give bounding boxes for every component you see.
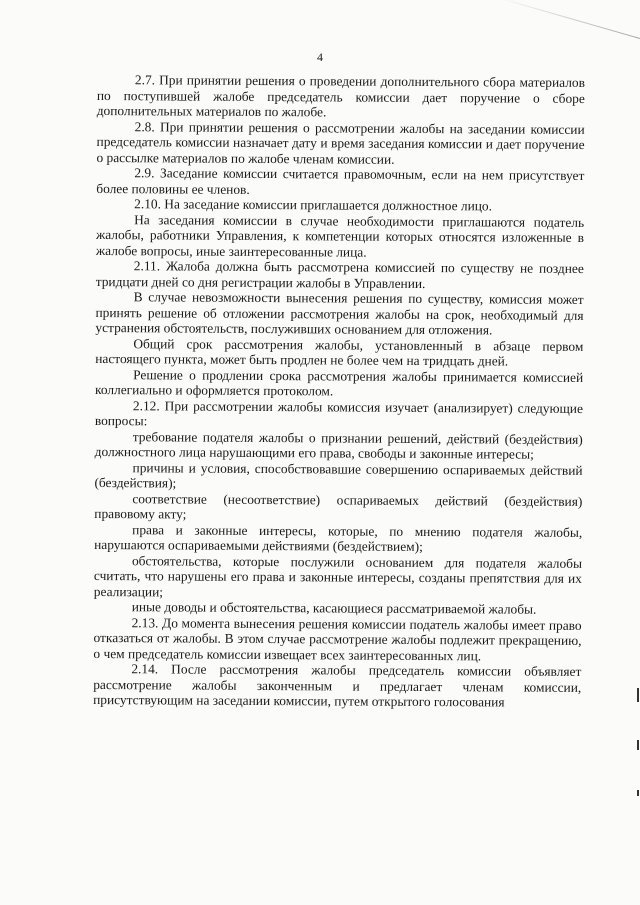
paragraph-2-7: 2.7. При принятии решения о проведении дополнительного сбора материалов по поступившей жалобе председатель комиссии дает поручение о сборе дополнительных материалов по жалобе.: [96, 72, 585, 120]
paragraph-2-12: 2.12. При рассмотрении жалобы комиссия изучает (анализирует) следующие вопросы:: [94, 397, 584, 429]
paragraph-2-10-invitees: На заседания комиссии в случае необходимости приглашаются податель жалобы, работники Управления, к компетенции которых относятся изложенные в жалобе вопросы, иные заинтересованные лица.: [95, 211, 585, 260]
list-item-causes: причины и условия, способствовавшие совершению оспариваемых действий (бездействия);: [94, 459, 583, 491]
page-number: 4: [317, 50, 323, 64]
paragraph-2-11: 2.11. Жалоба должна быть рассмотрена комиссией по существу не позднее тридцати дней со дня регистрации жалобы в Управлении.: [95, 258, 584, 291]
list-item-other: иные доводы и обстоятельства, касающиеся рассматриваемой жалобы.: [131, 599, 537, 617]
paragraph-2-9: 2.9. Заседание комиссии считается правомочным, если на нем присутствует более половины ее членов.: [96, 165, 585, 197]
document-body: [93, 72, 585, 710]
scan-edge-mark: [637, 740, 639, 750]
paragraph-2-10: 2.10. На заседание комиссии приглашается должностное лицо.: [134, 196, 493, 214]
paragraph-2-11-postponement: В случае невозможности вынесения решения по существу, комиссия может принять решение об отложении рассмотрения жалобы на срок, необходимый для устранения обстоятельств, послуживших основанием для отложения.: [95, 289, 584, 338]
scan-artifact-line: [496, 0, 640, 39]
paragraph-2-11-extension: Общий срок рассмотрения жалобы, установленный в абзаце первом настоящего пункта, может быть продлен не более чем на тридцать дней.: [95, 335, 584, 369]
list-item-compliance: соответствие (несоответствие) оспариваемых действий (бездействия) правовому акту;: [94, 490, 583, 522]
list-item-circumstances: обстоятельства, которые послужили основанием для подателя жалобы считать, что нарушены его права и законные интересы, созданы препятствия для их реализации;: [93, 552, 583, 599]
paragraph-2-8: 2.8. При принятии решения о рассмотрении жалобы на заседании комиссии председатель комиссии назначает дату и время заседания комиссии и дает поручение о рассылке материалов по жалобе членам комиссии.: [96, 118, 585, 167]
paragraph-2-14: 2.14. После рассмотрения жалобы председатель комиссии объявляет рассмотрение жалобы законченным и предлагает членам комиссии, присутствующим на заседании комиссии, путем открытого голосования: [93, 661, 582, 710]
scan-edge-mark: [637, 688, 639, 702]
paragraph-2-13: 2.13. До момента вынесения решения комиссии податель жалобы имеет право отказаться от жалобы. В этом случае рассмотрение жалобы подлежит прекращению, о чем председатель комиссии извещает всех заинтересованных лиц.: [93, 614, 582, 663]
paragraph-2-11-protocol: Решение о продлении срока рассмотрения жалобы принимается комиссией коллегиально и оформляется протоколом.: [95, 366, 584, 399]
list-item-requirement: требование подателя жалобы о признании решений, действий (бездействия) должностного лица нарушающими его права, свободы и законные интересы;: [94, 428, 583, 462]
list-item-rights: права и законные интересы, которые, по мнению подателя жалобы, нарушаются оспариваемыми действиями (бездействием);: [94, 521, 583, 554]
scan-edge-mark: [637, 790, 639, 796]
